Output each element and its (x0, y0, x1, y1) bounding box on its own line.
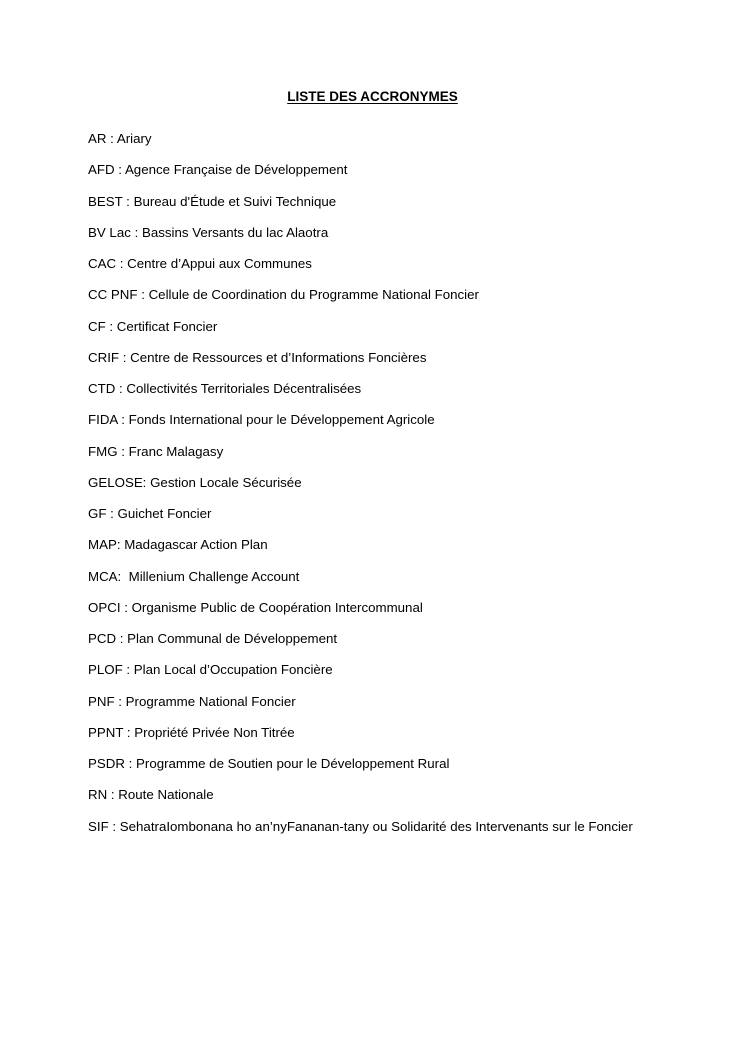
acronym-entry: CTD : Collectivités Territoriales Décentralisées (88, 381, 362, 396)
acronym-entry: PNF : Programme National Foncier (88, 693, 296, 709)
acronym-entry: GELOSE: Gestion Locale Sécurisée (88, 474, 302, 490)
acronym-entry: AR : Ariary (88, 131, 152, 146)
acronym-entry: PLOF : Plan Local d’Occupation Foncière (88, 662, 333, 678)
acronym-entry: CF : Certificat Foncier (88, 318, 218, 334)
acronym-entry: PSDR : Programme de Soutien pour le Développement Rural (88, 756, 450, 771)
acronym-entry: AFD : Agence Française de Développement (88, 162, 348, 178)
acronym-entry: CAC : Centre d’Appui aux Communes (88, 256, 312, 271)
acronym-entry: FIDA : Fonds International pour le Développement Agricole (88, 412, 435, 428)
acronym-entry: BEST : Bureau d'Étude et Suivi Technique (88, 193, 337, 209)
acronym-entry: PCD : Plan Communal de Développement (88, 631, 338, 646)
acronym-entry: FMG : Franc Malagasy (88, 443, 224, 459)
acronym-entry: MCA: Millenium Challenge Account (88, 568, 300, 584)
acronym-entry: SIF : SehatraIombonana ho an’nyFananan-tany ou Solidarité des Intervenants sur le Foncier (88, 818, 633, 834)
acronym-list (88, 130, 728, 849)
acronym-entry: CRIF : Centre de Ressources et d’Informations Foncières (88, 349, 427, 365)
page-title: LISTE DES ACCRONYMES (287, 89, 458, 104)
acronym-entry: GF : Guichet Foncier (88, 506, 212, 521)
acronym-entry: RN : Route Nationale (88, 787, 214, 803)
acronym-entry: CC PNF : Cellule de Coordination du Programme National Foncier (88, 287, 479, 303)
acronym-entry: PPNT : Propriété Privée Non Titrée (88, 724, 295, 740)
acronym-entry: BV Lac : Bassins Versants du lac Alaotra (88, 224, 329, 240)
acronym-entry: OPCI : Organisme Public de Coopération Intercommunal (88, 599, 423, 615)
acronym-entry: MAP: Madagascar Action Plan (88, 537, 268, 553)
